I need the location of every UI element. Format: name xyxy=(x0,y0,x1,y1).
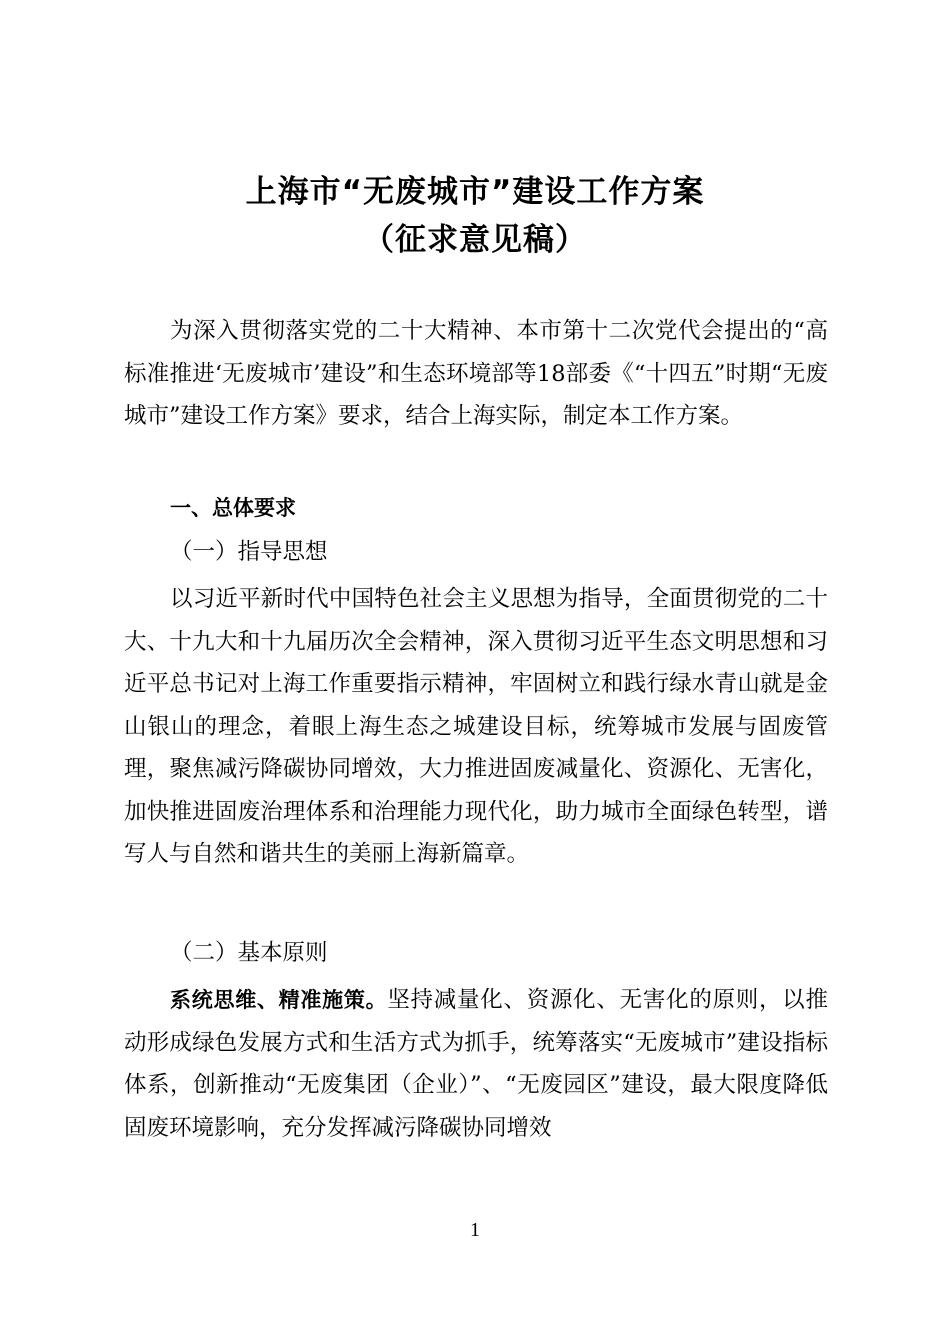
section-heading: 一、总体要求 xyxy=(170,496,296,520)
document-title: 上海市“无废城市”建设工作方案 xyxy=(245,174,705,210)
intro-paragraph: 为深入贯彻落实党的二十大精神、本市第十二次党代会提出的“高标准推进‘无废城市’建设”和生态环境部等18部委《“十四五”时期“无废城市”建设工作方案》要求，结合上海实际，制定本工作方案。 xyxy=(124,318,828,429)
principle-paragraph xyxy=(124,979,828,1149)
principle-lead: 系统思维、精准施策。 xyxy=(170,988,388,1012)
page-number: 1 xyxy=(470,1219,480,1241)
guiding-paragraph: 以习近平新时代中国特色社会主义思想为指导，全面贯彻党的二十大、十九大和十九届历次全会精神，深入贯彻习近平生态文明思想和习近平总书记对上海工作重要指示精神，牢固树立和践行绿水青山就是金山银山的理念，着眼上海生态之城建设目标，统筹城市发展与固废管理，聚焦减污降碳协同增效，大力推进固废减量化、资源化、无害化，加快推进固废治理体系和治理能力现代化，助力城市全面绿色转型，谱写人与自然和谐共生的美丽上海新篇章。 xyxy=(124,586,828,867)
document-subtitle: （征求意见稿） xyxy=(363,222,587,258)
subsection-heading: （一）指导思想 xyxy=(170,539,328,565)
subsection-heading: （二）基本原则 xyxy=(170,940,328,966)
principle-text: 坚持减量化、资源化、无害化的原则，以推动形成绿色发展方式和生活方式为抓手，统筹落实“无废城市”建设指标体系，创新推动“无废集团（企业）”、“无废园区”建设，最大限度降低固废环境影响，充分发挥减污降碳协同增效 xyxy=(124,987,828,1141)
